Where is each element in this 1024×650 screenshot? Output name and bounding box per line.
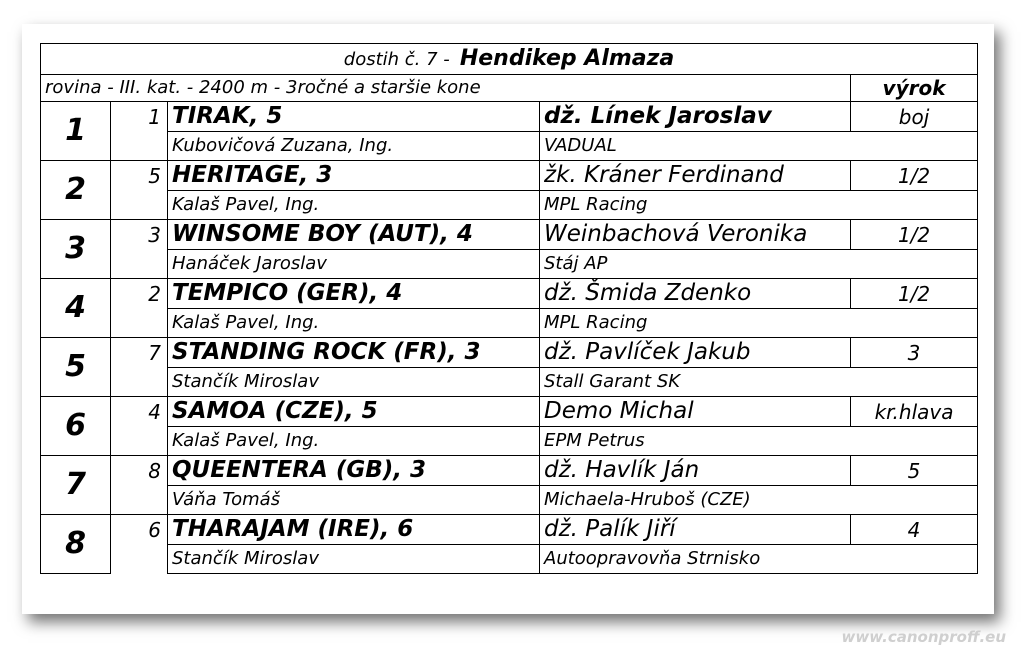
number-spacer xyxy=(111,486,168,515)
result-row xyxy=(41,397,978,427)
horse-number: 1 xyxy=(111,102,168,132)
distance-cell: 1/2 xyxy=(851,279,978,309)
race-label: dostih č. 7 - xyxy=(343,49,450,70)
number-spacer xyxy=(111,368,168,397)
result-subrow xyxy=(41,486,978,515)
result-row xyxy=(41,220,978,250)
horse-number: 5 xyxy=(111,161,168,191)
owner-name: MPL Racing xyxy=(540,191,978,220)
horse-name: QUEENTERA (GB), 3 xyxy=(168,456,540,486)
horse-name: THARAJAM (IRE), 6 xyxy=(168,515,540,545)
place-cell: 6 xyxy=(41,397,111,456)
distance-cell: 1/2 xyxy=(851,220,978,250)
owner-name: Autoopravovňa Strnisko xyxy=(540,545,978,574)
trainer-name: Váňa Tomáš xyxy=(168,486,540,515)
jockey-name: dž. Pavlíček Jakub xyxy=(540,338,851,368)
result-subrow xyxy=(41,368,978,397)
owner-name: Michaela-Hruboš (CZE) xyxy=(540,486,978,515)
trainer-name: Stančík Miroslav xyxy=(168,545,540,574)
horse-name: WINSOME BOY (AUT), 4 xyxy=(168,220,540,250)
place-cell: 2 xyxy=(41,161,111,220)
result-subrow xyxy=(41,309,978,338)
jockey-name: žk. Kráner Ferdinand xyxy=(540,161,851,191)
place-cell: 5 xyxy=(41,338,111,397)
result-row xyxy=(41,338,978,368)
results-sheet xyxy=(40,43,976,595)
horse-name: STANDING ROCK (FR), 3 xyxy=(168,338,540,368)
horse-number: 8 xyxy=(111,456,168,486)
horse-number: 7 xyxy=(111,338,168,368)
race-conditions-row xyxy=(41,75,978,102)
owner-name: VADUAL xyxy=(540,132,978,161)
horse-name: TEMPICO (GER), 4 xyxy=(168,279,540,309)
results-table xyxy=(40,43,978,574)
horse-name: TIRAK, 5 xyxy=(168,102,540,132)
distance-cell: 1/2 xyxy=(851,161,978,191)
place-cell: 1 xyxy=(41,102,111,161)
result-row xyxy=(41,279,978,309)
result-subrow xyxy=(41,191,978,220)
vyrok-header: výrok xyxy=(851,75,978,102)
owner-name: MPL Racing xyxy=(540,309,978,338)
race-name: Hendikep Almaza xyxy=(459,46,675,71)
horse-number: 2 xyxy=(111,279,168,309)
race-conditions: rovina - III. kat. - 2400 m - 3ročné a staršie kone xyxy=(41,75,851,102)
trainer-name: Kalaš Pavel, Ing. xyxy=(168,191,540,220)
jockey-name: Demo Michal xyxy=(540,397,851,427)
horse-name: SAMOA (CZE), 5 xyxy=(168,397,540,427)
jockey-name: dž. Šmida Zdenko xyxy=(540,279,851,309)
jockey-name: dž. Havlík Ján xyxy=(540,456,851,486)
jockey-name: Weinbachová Veronika xyxy=(540,220,851,250)
result-subrow xyxy=(41,427,978,456)
owner-name: EPM Petrus xyxy=(540,427,978,456)
result-subrow xyxy=(41,545,978,574)
trainer-name: Kalaš Pavel, Ing. xyxy=(168,427,540,456)
number-spacer xyxy=(111,250,168,279)
jockey-name: dž. Palík Jiří xyxy=(540,515,851,545)
distance-cell: 4 xyxy=(851,515,978,545)
race-title xyxy=(41,44,978,75)
number-spacer xyxy=(111,545,168,574)
distance-cell: boj xyxy=(851,102,978,132)
distance-cell: 3 xyxy=(851,338,978,368)
number-spacer xyxy=(111,427,168,456)
result-row xyxy=(41,456,978,486)
owner-name: Stall Garant SK xyxy=(540,368,978,397)
place-cell: 7 xyxy=(41,456,111,515)
result-row xyxy=(41,102,978,132)
number-spacer xyxy=(111,191,168,220)
horse-name: HERITAGE, 3 xyxy=(168,161,540,191)
place-cell: 8 xyxy=(41,515,111,574)
place-cell: 4 xyxy=(41,279,111,338)
result-subrow xyxy=(41,132,978,161)
distance-cell: kr.hlava xyxy=(851,397,978,427)
trainer-name: Kalaš Pavel, Ing. xyxy=(168,309,540,338)
place-cell: 3 xyxy=(41,220,111,279)
trainer-name: Stančík Miroslav xyxy=(168,368,540,397)
race-title-row xyxy=(41,44,978,75)
horse-number: 6 xyxy=(111,515,168,545)
distance-cell: 5 xyxy=(851,456,978,486)
result-row xyxy=(41,161,978,191)
watermark: www.canonproff.eu xyxy=(841,628,1006,646)
trainer-name: Hanáček Jaroslav xyxy=(168,250,540,279)
owner-name: Stáj AP xyxy=(540,250,978,279)
horse-number: 3 xyxy=(111,220,168,250)
jockey-name: dž. Línek Jaroslav xyxy=(540,102,851,132)
trainer-name: Kubovičová Zuzana, Ing. xyxy=(168,132,540,161)
horse-number: 4 xyxy=(111,397,168,427)
result-row xyxy=(41,515,978,545)
number-spacer xyxy=(111,132,168,161)
result-subrow xyxy=(41,250,978,279)
number-spacer xyxy=(111,309,168,338)
